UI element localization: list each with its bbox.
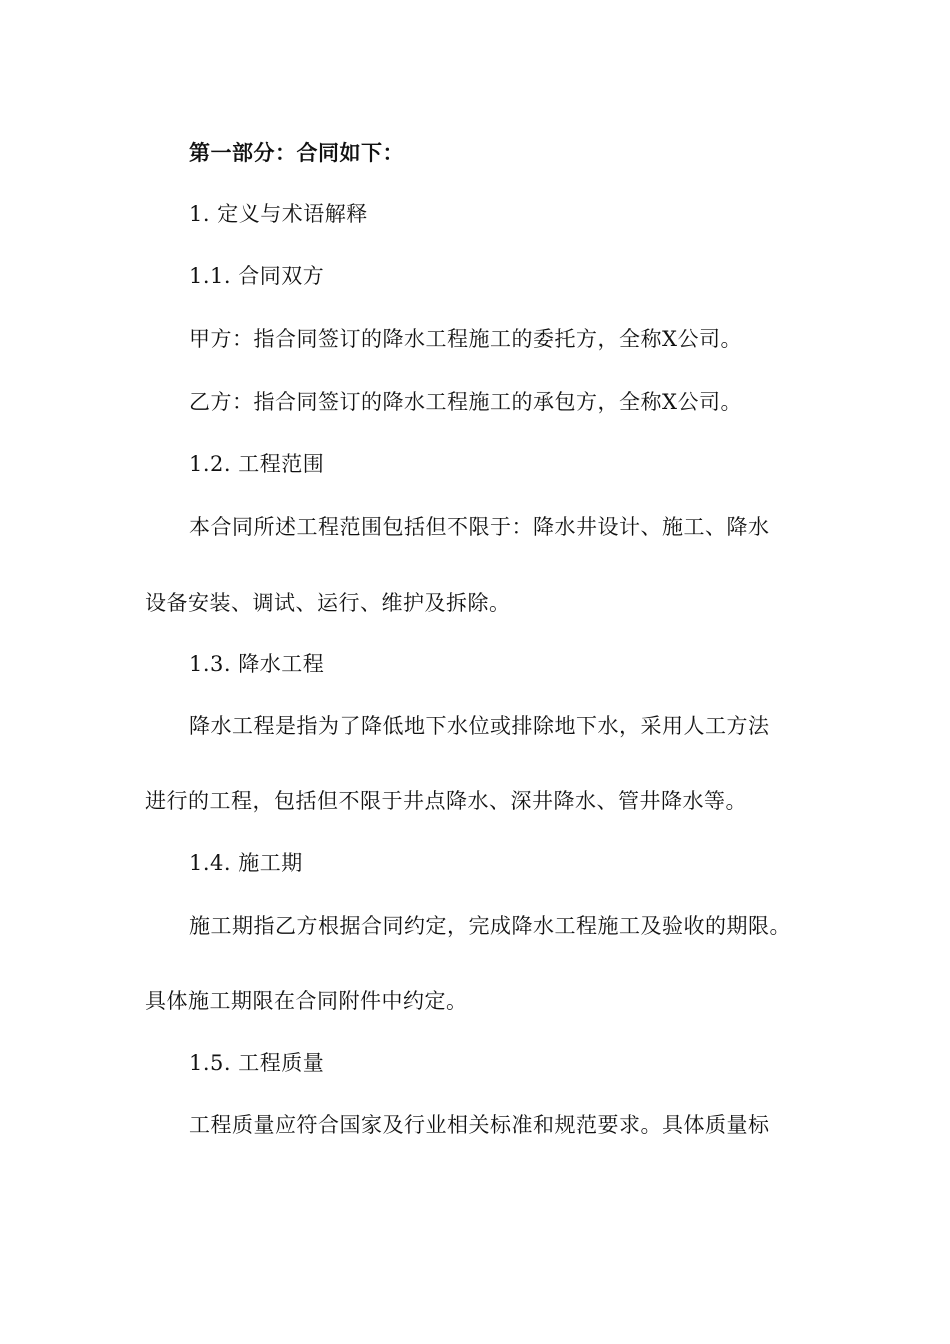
subsection-heading: 1.4. 施工期 (189, 851, 303, 875)
part-heading: 第一部分：合同如下： (189, 141, 404, 165)
subsection-heading: 1.2. 工程范围 (189, 452, 325, 476)
paragraph-line: 具体施工期限在合同附件中约定。 (145, 989, 468, 1013)
paragraph-line: 降水工程是指为了降低地下水位或排除地下水，采用人工方法 (189, 714, 770, 738)
subsection-heading: 1.1. 合同双方 (189, 264, 325, 288)
paragraph-line: 乙方：指合同签订的降水工程施工的承包方，全称X公司。 (189, 390, 742, 414)
paragraph-line: 工程质量应符合国家及行业相关标准和规范要求。具体质量标 (189, 1113, 770, 1137)
paragraph-line: 本合同所述工程范围包括但不限于：降水井设计、施工、降水 (189, 515, 770, 539)
subsection-heading: 1.3. 降水工程 (189, 652, 325, 676)
paragraph-line: 施工期指乙方根据合同约定，完成降水工程施工及验收的期限。 (189, 914, 791, 938)
paragraph-line: 设备安装、调试、运行、维护及拆除。 (145, 591, 511, 615)
paragraph-line: 进行的工程，包括但不限于井点降水、深井降水、管井降水等。 (145, 789, 747, 813)
section-heading: 1. 定义与术语解释 (189, 202, 368, 226)
paragraph-line: 甲方：指合同签订的降水工程施工的委托方，全称X公司。 (189, 327, 742, 351)
subsection-heading: 1.5. 工程质量 (189, 1051, 325, 1075)
